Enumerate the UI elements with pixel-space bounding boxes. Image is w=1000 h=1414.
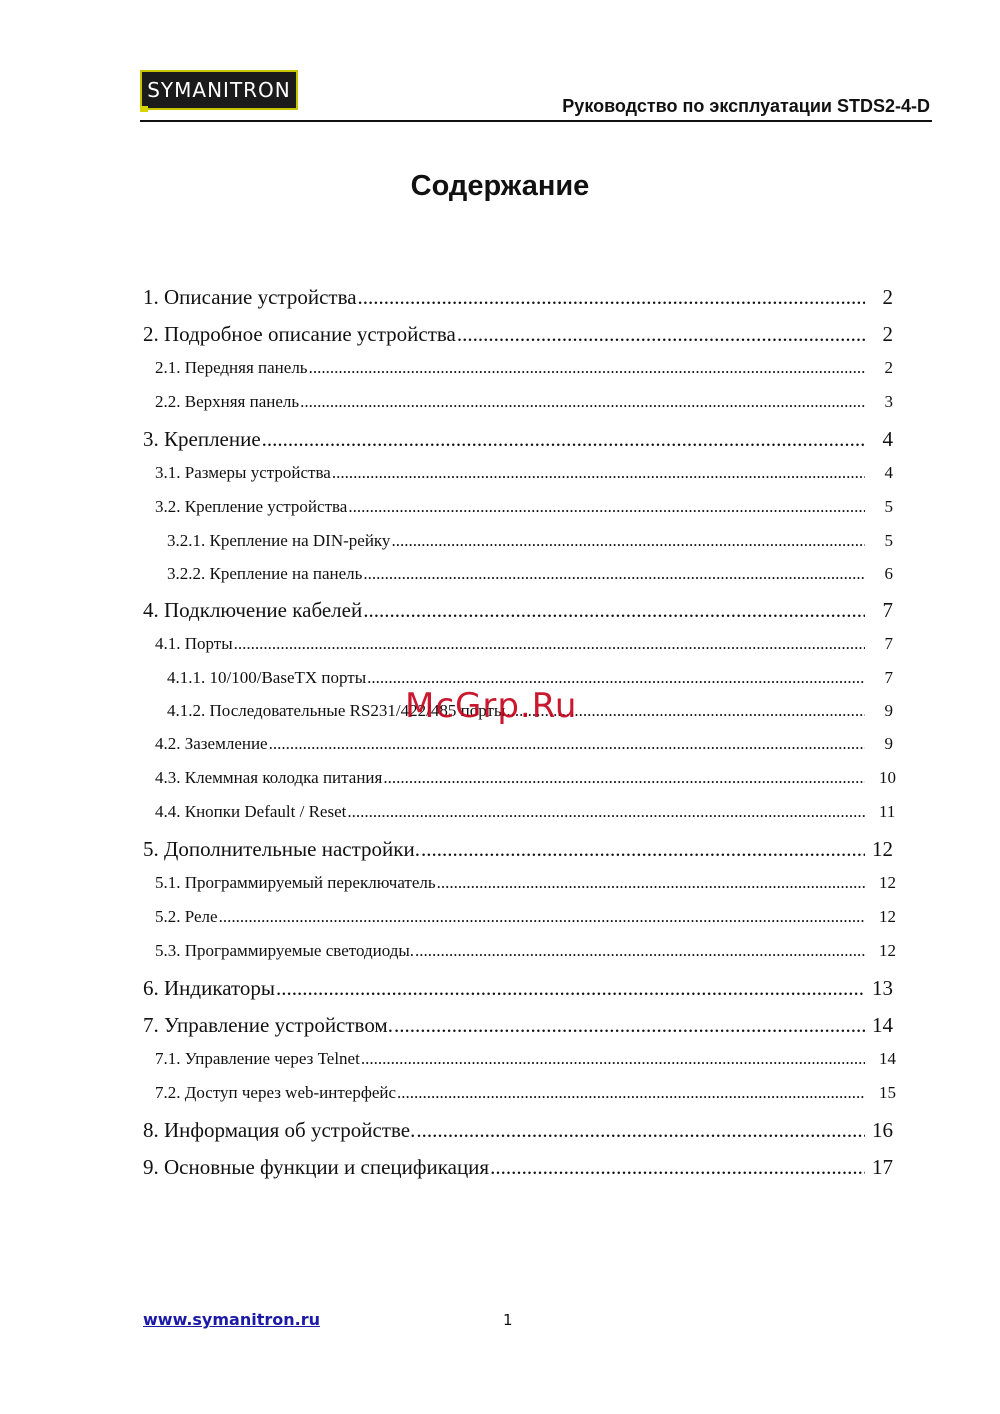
logo-text: SYMANITRON <box>147 78 291 102</box>
toc-entry[interactable] <box>143 973 893 1010</box>
toc-leader-dots <box>309 356 865 380</box>
toc-leader-dots <box>347 800 865 824</box>
toc-entry-page <box>866 666 893 690</box>
toc-entry-label: 4.1.1. 10/100/BaseTX порты <box>167 668 367 687</box>
toc-entry[interactable] <box>143 529 893 562</box>
toc-entry-label: 3.2. Крепление устройства <box>155 497 348 516</box>
toc-entry-label: 5.1. Программируемый переключатель <box>155 873 436 892</box>
toc-leader-dots <box>348 495 865 519</box>
toc-page-number: 4 <box>882 427 893 451</box>
toc-leader-dots <box>394 1010 865 1040</box>
toc-entry-page <box>866 319 893 349</box>
table-of-contents <box>143 282 896 1189</box>
watermark: McGrp.Ru <box>405 686 578 726</box>
toc-entry-label: 4.4. Кнопки Default / Reset <box>155 802 347 821</box>
toc-page-number: 17 <box>872 1155 893 1179</box>
toc-leader-dots <box>457 319 865 349</box>
header-divider <box>140 120 932 122</box>
toc-entry[interactable] <box>143 871 896 905</box>
toc-page-number: 12 <box>872 837 893 861</box>
toc-leader-dots <box>300 390 865 414</box>
toc-entry-page <box>866 595 893 625</box>
toc-page-number: 15 <box>879 1083 896 1102</box>
toc-page-number: 3 <box>884 392 893 411</box>
toc-entry-page <box>866 699 893 723</box>
toc-leader-dots <box>416 1115 865 1145</box>
document-header-title: Руководство по эксплуатации STDS2-4-D <box>562 96 930 116</box>
toc-leader-dots <box>421 834 865 864</box>
toc-leader-dots <box>234 632 865 656</box>
toc-entry-page <box>866 973 893 1003</box>
toc-entry[interactable] <box>143 595 893 632</box>
toc-page-number: 12 <box>879 941 896 960</box>
toc-entry[interactable] <box>143 766 896 800</box>
toc-entry-page <box>866 905 896 929</box>
toc-entry[interactable] <box>143 939 896 973</box>
toc-entry[interactable] <box>143 732 893 766</box>
toc-entry-label: 6. Индикаторы <box>143 976 275 1000</box>
toc-leader-dots <box>262 424 865 454</box>
toc-entry-page <box>866 390 893 414</box>
toc-entry[interactable] <box>143 1115 893 1152</box>
toc-entry-page <box>866 871 896 895</box>
toc-entry-page <box>866 495 893 519</box>
toc-page-number: 9 <box>884 701 893 720</box>
toc-page-number: 7 <box>884 668 893 687</box>
toc-entry-label: 4.1. Порты <box>155 634 233 653</box>
toc-entry[interactable] <box>143 905 896 939</box>
toc-entry-page <box>866 356 893 380</box>
toc-page-number: 14 <box>872 1013 893 1037</box>
toc-page-number: 12 <box>879 873 896 892</box>
logo-accent <box>140 106 148 112</box>
toc-entry-label: 4.3. Клеммная колодка питания <box>155 768 383 787</box>
toc-entry[interactable] <box>143 390 893 424</box>
toc-leader-dots <box>490 1152 865 1182</box>
toc-page-number: 10 <box>879 768 896 787</box>
toc-entry-page <box>866 529 893 553</box>
toc-page-number: 9 <box>884 734 893 753</box>
toc-leader-dots <box>397 1081 865 1105</box>
toc-leader-dots <box>363 562 865 586</box>
toc-page-number: 13 <box>872 976 893 1000</box>
toc-page-number: 2 <box>884 358 893 377</box>
toc-page-number: 6 <box>884 564 893 583</box>
toc-entry-page <box>866 1010 893 1040</box>
toc-page-number: 14 <box>879 1049 896 1068</box>
toc-page-number: 16 <box>872 1118 893 1142</box>
toc-entry-label: 4.1.2. Последовательные RS231/422/485 порты <box>167 701 506 720</box>
toc-leader-dots <box>391 529 865 553</box>
toc-entry[interactable] <box>143 356 893 390</box>
page-title: Содержание <box>410 170 590 202</box>
toc-entry-label: 4. Подключение кабелей <box>143 598 363 622</box>
toc-leader-dots <box>332 461 865 485</box>
toc-page-number: 5 <box>884 497 893 516</box>
toc-entry[interactable] <box>143 282 893 319</box>
toc-entry[interactable] <box>143 800 896 834</box>
toc-page-number: 7 <box>882 598 893 622</box>
toc-leader-dots <box>361 1047 865 1071</box>
toc-entry-page <box>866 800 896 824</box>
toc-page-number: 5 <box>884 531 893 550</box>
toc-entry-label: 9. Основные функции и спецификация <box>143 1155 490 1179</box>
toc-page-number: 11 <box>879 802 896 821</box>
toc-entry-label: 7. Управление устройством. <box>143 1013 393 1037</box>
toc-page-number: 4 <box>884 463 893 482</box>
toc-entry-label: 4.2. Заземление <box>155 734 268 753</box>
toc-entry[interactable] <box>143 461 893 495</box>
toc-entry-page <box>866 282 893 312</box>
toc-page-number: 2 <box>882 285 893 309</box>
toc-entry-page <box>866 732 893 756</box>
toc-entry-page <box>866 1081 896 1105</box>
toc-entry-label: 5.2. Реле <box>155 907 218 926</box>
toc-entry-label: 1. Описание устройства <box>143 285 357 309</box>
toc-entry[interactable] <box>143 632 893 666</box>
toc-entry-page <box>866 939 896 963</box>
toc-entry[interactable] <box>143 1081 896 1115</box>
toc-entry-page <box>866 1047 896 1071</box>
website-link[interactable]: www.symanitron.ru <box>143 1310 320 1329</box>
toc-entry-label: 3.2.2. Крепление на панель <box>167 564 363 583</box>
toc-leader-dots <box>269 732 865 756</box>
toc-entry-label: 7.2. Доступ через web-интерфейс <box>155 1083 397 1102</box>
toc-entry-label: 3.2.1. Крепление на DIN-рейку <box>167 531 391 550</box>
toc-leader-dots <box>437 871 865 895</box>
toc-entry-label: 8. Информация об устройстве. <box>143 1118 416 1142</box>
toc-entry[interactable] <box>143 1047 896 1081</box>
toc-entry[interactable] <box>143 424 893 461</box>
toc-leader-dots <box>383 766 865 790</box>
toc-entry-label: 7.1. Управление через Telnet <box>155 1049 360 1068</box>
toc-entry-page <box>866 424 893 454</box>
toc-entry-page <box>866 834 893 864</box>
toc-leader-dots <box>276 973 865 1003</box>
toc-entry-label: 3.1. Размеры устройства <box>155 463 331 482</box>
toc-leader-dots <box>363 595 865 625</box>
page-number: 1 <box>503 1311 513 1329</box>
toc-entry[interactable] <box>143 834 893 871</box>
toc-leader-dots <box>415 939 865 963</box>
toc-entry-page <box>866 1115 893 1145</box>
toc-page-number: 2 <box>882 322 893 346</box>
toc-entry-label: 2.2. Верхняя панель <box>155 392 300 411</box>
toc-entry-label: 2.1. Передняя панель <box>155 358 308 377</box>
toc-entry[interactable] <box>143 319 893 356</box>
toc-leader-dots <box>358 282 865 312</box>
toc-entry-page <box>866 1152 893 1182</box>
company-logo <box>140 70 298 110</box>
toc-entry-page <box>866 461 893 485</box>
toc-entry[interactable] <box>143 1152 893 1189</box>
toc-page-number: 12 <box>879 907 896 926</box>
toc-entry[interactable] <box>143 1010 893 1047</box>
toc-entry[interactable] <box>143 562 893 595</box>
toc-page-number: 7 <box>884 634 893 653</box>
toc-entry-page <box>866 562 893 586</box>
toc-entry-page <box>866 766 896 790</box>
toc-entry-page <box>866 632 893 656</box>
toc-entry[interactable] <box>143 495 893 529</box>
toc-entry-label: 5.3. Программируемые светодиоды. <box>155 941 415 960</box>
toc-entry-label: 2. Подробное описание устройства <box>143 322 456 346</box>
toc-leader-dots <box>219 905 865 929</box>
toc-entry-label: 5. Дополнительные настройки. <box>143 837 420 861</box>
toc-entry-label: 3. Крепление <box>143 427 261 451</box>
